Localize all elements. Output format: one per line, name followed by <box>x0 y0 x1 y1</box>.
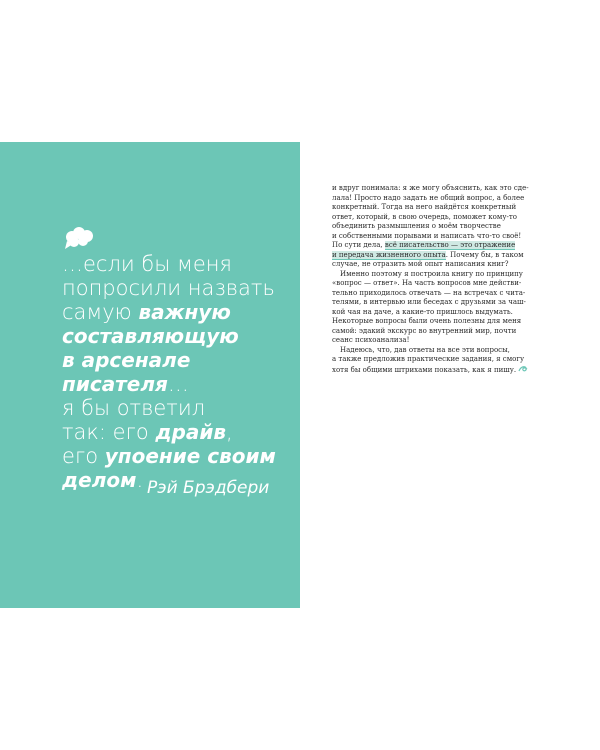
text-line: а также предложив практические задания, я смогу <box>332 355 525 363</box>
quote-emphasis: писателя <box>62 372 168 396</box>
quote-text <box>62 252 292 492</box>
text-fragment: хотя бы общими штрихами показать, как я пишу. <box>332 365 517 374</box>
quote-line <box>62 420 292 444</box>
text-line: объединить размышления о моём творчестве <box>332 222 501 230</box>
text-line: и собственными порывами и написать что-то своё! <box>332 231 522 240</box>
quote-fragment: . <box>136 468 144 492</box>
text-line <box>332 251 542 261</box>
quote-line: я бы ответил <box>62 396 206 420</box>
quote-line <box>62 300 292 324</box>
text-line <box>332 365 542 376</box>
highlighted-text: и передача жизненного опыта <box>332 250 446 259</box>
quote-author: Рэй Брэдбери <box>147 478 270 498</box>
quote-line <box>62 348 292 372</box>
quote-panel <box>0 142 300 608</box>
spiral-end-mark-icon <box>518 365 528 373</box>
quote-line <box>62 324 292 348</box>
quote-fragment: так: его <box>62 420 156 444</box>
highlighted-text: всё писательство — это отражение <box>384 241 516 249</box>
quote-emphasis: составляющую <box>62 324 239 348</box>
text-line: сеанс психоанализа! <box>332 336 410 344</box>
text-line: лала! Просто надо задать не общий вопрос, а более <box>332 193 525 202</box>
text-line: Именно поэтому я построила книгу по принципу <box>340 269 523 278</box>
quote-emphasis: делом <box>62 468 137 492</box>
text-line: Надеюсь, что, дав ответы на все эти вопросы, <box>340 345 510 354</box>
text-line: случае, не отразить мой опыт написания книг? <box>332 260 509 268</box>
text-fragment: По сути дела, <box>332 241 385 249</box>
thought-cloud-icon <box>62 226 96 250</box>
text-line: кой чая на даче, а какие-то пришлось выдумать. <box>332 307 513 316</box>
quote-line <box>62 372 292 396</box>
text-line: самой: эдакий экскурс во внутренний мир, почти <box>332 326 517 335</box>
quote-line: …если бы меня <box>62 252 232 276</box>
text-line <box>332 241 542 251</box>
quote-fragment: самую <box>62 300 139 324</box>
quote-line <box>62 444 292 468</box>
quote-emphasis: в арсенале <box>62 348 191 372</box>
body-text <box>332 184 542 375</box>
text-line: «вопрос — ответ». На часть вопросов мне действи- <box>332 279 522 287</box>
text-line: ответ, который, в свою очередь, поможет кому-то <box>332 212 517 221</box>
quote-fragment: его <box>62 444 105 468</box>
quote-emphasis: важную <box>138 300 231 324</box>
text-line: и вдруг понимала: я же могу объяснить, как это сде- <box>332 184 529 192</box>
quote-fragment: , <box>226 420 233 444</box>
text-fragment: . Почему бы, в таком <box>445 250 524 259</box>
quote-emphasis: упоение своим <box>104 444 276 468</box>
text-line: телями, в интервью или беседах с друзьями за чаш- <box>332 298 526 306</box>
text-line: тельно приходилось отвечать — на встречах с чита- <box>332 288 526 297</box>
quote-line: попросили назвать <box>62 276 275 300</box>
quote-fragment: … <box>167 372 189 396</box>
text-line: конкретный. Тогда на него найдётся конкретный <box>332 203 517 211</box>
text-line: Некоторые вопросы были очень полезны для меня <box>332 317 522 325</box>
quote-emphasis: драйв <box>155 420 227 444</box>
